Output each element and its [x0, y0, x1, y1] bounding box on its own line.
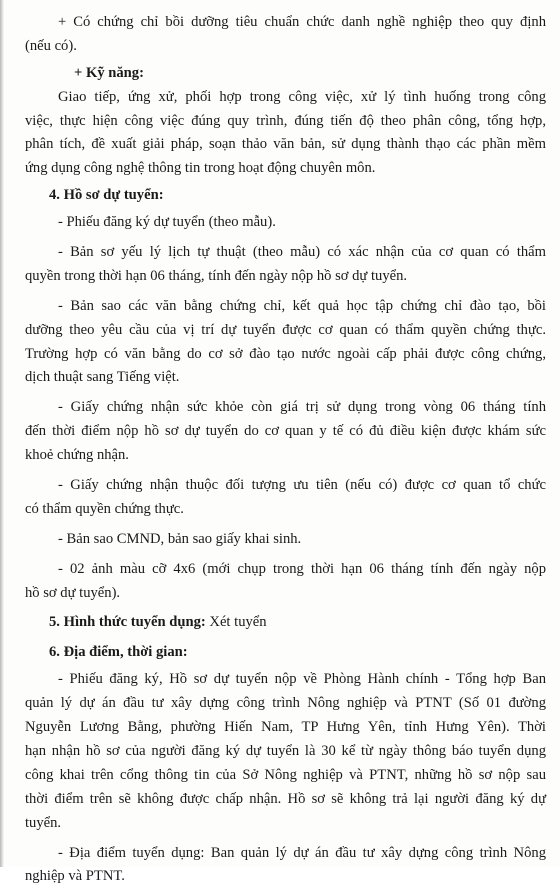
- skills-paragraph: [25, 86, 546, 182]
- text-line: tuyển.: [25, 812, 546, 836]
- text-line: có thẩm quyền chứng thực.: [25, 498, 546, 522]
- section-4-heading: 4. Hồ sơ dự tuyển:: [25, 184, 546, 208]
- submission-paragraph: [25, 668, 546, 835]
- dossier-item-id-copy: [25, 528, 546, 552]
- section-6-heading: 6. Địa điểm, thời gian:: [25, 641, 546, 665]
- dossier-item-application-form: [25, 211, 546, 235]
- text-line: Giao tiếp, ứng xử, phối hợp trong công việc, xử lý tình huống trong công: [25, 86, 546, 110]
- text-line: - 02 ảnh màu cỡ 4x6 (mới chụp trong thời hạn 06 tháng tính đến ngày nộp: [25, 558, 546, 582]
- text-line: thời điểm trên sẽ không được chấp nhận. Hồ sơ sẽ không trả lại người đăng ký dự: [25, 788, 546, 812]
- text-line: khoẻ chứng nhận.: [25, 444, 546, 468]
- text-line: dưỡng theo yêu cầu của vị trí dự tuyển được cơ quan có thẩm quyền chứng thực.: [25, 319, 546, 343]
- text-line: Nguyễn Lương Bằng, phường Hiến Nam, TP Hưng Yên, tỉnh Hưng Yên). Thời: [25, 716, 546, 740]
- section-5-title: 5. Hình thức tuyển dụng:: [49, 614, 206, 630]
- text-line: phân tích, đề xuất giải pháp, soạn thảo văn bản, sử dụng thành thạo các phần mềm: [25, 133, 546, 157]
- text-line: Trường hợp có văn bằng do cơ sở đào tạo nước ngoài cấp phải được công chứng,: [25, 343, 546, 367]
- dossier-item-health-certificate: [25, 396, 546, 468]
- recruitment-method-value: Xét tuyển: [206, 614, 267, 630]
- dossier-item-resume: [25, 241, 546, 289]
- text-line: - Giấy chứng nhận sức khỏe còn giá trị sử dụng trong vòng 06 tháng tính: [25, 396, 546, 420]
- text-line: nghiệp và PTNT.: [25, 865, 546, 889]
- text-line: quản lý dự án đầu tư xây dựng công trình Nông nghiệp và PTNT (Số 01 đường: [25, 692, 546, 716]
- dossier-item-diplomas: [25, 295, 546, 391]
- text-line: đến thời điểm nộp hồ sơ dự tuyển do cơ quan y tế có đủ điều kiện được khám sức: [25, 420, 546, 444]
- text-line: - Bản sơ yếu lý lịch tự thuật (theo mẫu) có xác nhận của cơ quan có thẩm: [25, 241, 546, 265]
- recruitment-location-paragraph: [25, 842, 546, 889]
- text-line: (nếu có).: [25, 35, 546, 59]
- text-line: ứng dụng công nghệ thông tin trong hoạt động chuyên môn.: [25, 157, 546, 181]
- text-line: - Bản sao các văn bằng chứng chỉ, kết quả học tập chứng chỉ đào tạo, bồi: [25, 295, 546, 319]
- text-line: quyền trong thời hạn 06 tháng, tính đến ngày nộp hồ sơ dự tuyển.: [25, 265, 546, 289]
- text-line: - Phiếu đăng ký dự tuyển (theo mẫu).: [25, 211, 546, 235]
- certificate-paragraph: [25, 11, 546, 59]
- text-line: - Địa điểm tuyển dụng: Ban quản lý dự án đầu tư xây dựng công trình Nông: [25, 842, 546, 866]
- text-line: công khai trên cổng thông tin của Sở Nông nghiệp và PTNT, những hồ sơ nộp sau: [25, 764, 546, 788]
- text-line: - Giấy chứng nhận thuộc đối tượng ưu tiên (nếu có) được cơ quan tổ chức: [25, 474, 546, 498]
- text-line: hạn nhận hồ sơ của người đăng ký dự tuyển là 30 kể từ ngày thông báo tuyển dụng: [25, 740, 546, 764]
- text-line: - Bản sao CMND, bản sao giấy khai sinh.: [25, 528, 546, 552]
- text-line: - Phiếu đăng ký, Hồ sơ dự tuyển nộp về Phòng Hành chính - Tổng hợp Ban: [25, 668, 546, 692]
- skills-heading: + Kỹ năng:: [25, 62, 546, 86]
- section-5-heading: [25, 611, 546, 635]
- dossier-item-priority-certificate: [25, 474, 546, 522]
- dossier-item-photos: [25, 558, 546, 606]
- text-line: việc, thực hiện công việc đúng quy trình, đúng tiến độ theo phân công, tổng hợp,: [25, 110, 546, 134]
- text-line: dịch thuật sang Tiếng việt.: [25, 366, 546, 390]
- text-line: hồ sơ dự tuyển).: [25, 582, 546, 606]
- text-line: + Có chứng chỉ bồi dưỡng tiêu chuẩn chức danh nghề nghiệp theo quy định: [25, 11, 546, 35]
